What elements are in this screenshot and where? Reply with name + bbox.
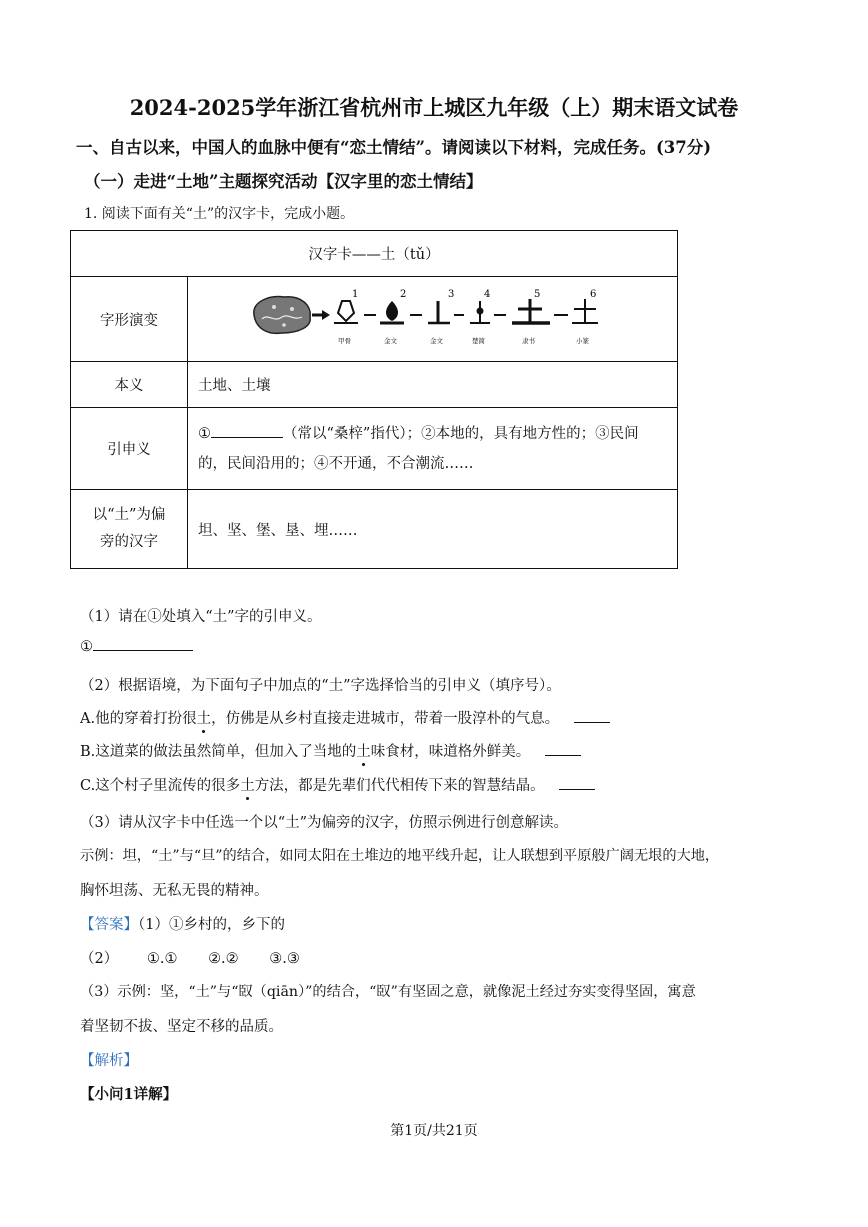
answer-line xyxy=(80,913,285,934)
option-text: ，仿佛是从乡村直接走进城市，带着一股淳朴的气息。 xyxy=(211,711,560,727)
answer-text: 着坚韧不拔、坚定不移的品质。 xyxy=(80,1019,283,1035)
row-label-meaning: 本义 xyxy=(71,362,188,408)
example-text: 胸怀坦荡、无私无畏的精神。 xyxy=(80,883,269,899)
row-label-radical xyxy=(71,490,188,569)
evolution-number: 1 xyxy=(352,289,359,300)
answer-blank[interactable] xyxy=(545,755,581,756)
answer-label: （2） xyxy=(80,951,119,967)
dotted-character: 土 xyxy=(356,740,371,761)
option-a xyxy=(80,707,610,728)
answer-line-1 xyxy=(80,639,193,655)
option-text: 味食材，味道格外鲜美。 xyxy=(370,744,531,760)
evolution-caption: 小篆 xyxy=(576,337,589,345)
answer-item: ③.③ xyxy=(269,951,300,967)
dotted-character: 土 xyxy=(197,707,212,728)
extended-marker: ① xyxy=(198,425,211,442)
evolution-caption: 金文 xyxy=(430,337,443,345)
evolution-number: 6 xyxy=(590,289,597,300)
row-label-evolution: 字形演变 xyxy=(71,277,188,362)
answer-blank[interactable] xyxy=(574,722,610,723)
answer-item: ①.① xyxy=(146,951,178,967)
evolution-number: 3 xyxy=(448,289,455,300)
option-c xyxy=(80,774,595,795)
blank-marker: ① xyxy=(80,639,93,655)
analysis-tag: 【解析】 xyxy=(80,1053,138,1069)
answer-blank[interactable] xyxy=(93,650,193,651)
evolution-number: 2 xyxy=(400,289,407,300)
option-text: B.这道菜的做法虽然简单，但加入了当地的 xyxy=(80,744,357,760)
answer-blank[interactable] xyxy=(559,789,595,790)
evolution-caption: 甲骨 xyxy=(338,337,351,345)
answer-tag: 【答案】 xyxy=(80,917,138,933)
option-text: A.他的穿着打扮很 xyxy=(80,711,197,727)
page-title: 2024-2025学年浙江省杭州市上城区九年级（上）期末语文试卷 xyxy=(129,95,739,120)
sub-question-2: （2）根据语境，为下面句子中加点的“土”字选择恰当的引申义（填序号）。 xyxy=(80,678,561,694)
answer-line-2 xyxy=(80,947,300,968)
section-heading: 一、自古以来，中国人的血脉中便有“恋土情结”。请阅读以下材料，完成任务。(37分) xyxy=(76,138,712,157)
subsection-heading: （一）走进“土地”主题探究活动【汉字里的恋土情结】 xyxy=(84,172,483,191)
evolution-figure xyxy=(188,277,678,362)
radical-value: 坦、坚、堡、垦、埋…… xyxy=(188,490,678,569)
option-text: 方法，都是先辈们代代相传下来的智慧结晶。 xyxy=(254,778,545,794)
detail-tag: 【小问1详解】 xyxy=(80,1086,178,1103)
evolution-caption: 金文 xyxy=(384,337,397,345)
evolution-number: 5 xyxy=(534,289,541,300)
character-card-table xyxy=(70,230,678,569)
row-label-radical-line: 以“土”为偏 xyxy=(92,507,166,523)
extended-text: 的，民间沿用的；④不开通，不合潮流…… xyxy=(198,455,474,472)
extended-text: （常以“桑梓”指代）；②本地的，具有地方性的；③民间 xyxy=(283,425,639,442)
card-header: 汉字卡——土（tǔ） xyxy=(71,231,678,277)
evolution-caption: 隶书 xyxy=(522,337,535,345)
answer-text: （3）示例：坚，“土”与“臤（qiān）”的结合，“臤”有坚固之意，就像泥土经过夯实变得坚固，寓意 xyxy=(80,984,696,1000)
evolution-number: 4 xyxy=(484,289,491,300)
option-text: C.这个村子里流传的很多 xyxy=(80,778,241,794)
answer-item: ②.② xyxy=(208,951,239,967)
dotted-character: 土 xyxy=(240,774,255,795)
extended-blank[interactable] xyxy=(211,437,283,438)
sub-question-3: （3）请从汉字卡中任选一个以“土”为偏旁的汉字，仿照示例进行创意解读。 xyxy=(80,815,569,831)
evolution-caption: 楚简 xyxy=(472,337,485,345)
row-label-extended: 引申义 xyxy=(71,408,188,490)
option-b xyxy=(80,740,581,761)
extended-meaning-cell xyxy=(188,408,678,490)
example-text: 示例：坦，“土”与“旦”的结合，如同太阳在土堆边的地平线升起，让人联想到平原般广阔无垠的大地， xyxy=(80,848,720,864)
question-stem: 1. 阅读下面有关“土”的汉字卡，完成小题。 xyxy=(84,206,355,222)
answer-text: （1）①乡村的，乡下的 xyxy=(138,917,285,933)
page-footer: 第1页/共21页 xyxy=(390,1123,478,1139)
meaning-value: 土地、土壤 xyxy=(188,362,678,408)
row-label-radical-line: 旁的汉字 xyxy=(100,534,158,550)
sub-question-1: （1）请在①处填入“土”字的引申义。 xyxy=(80,609,322,625)
glyph-evolution-image xyxy=(188,277,677,357)
